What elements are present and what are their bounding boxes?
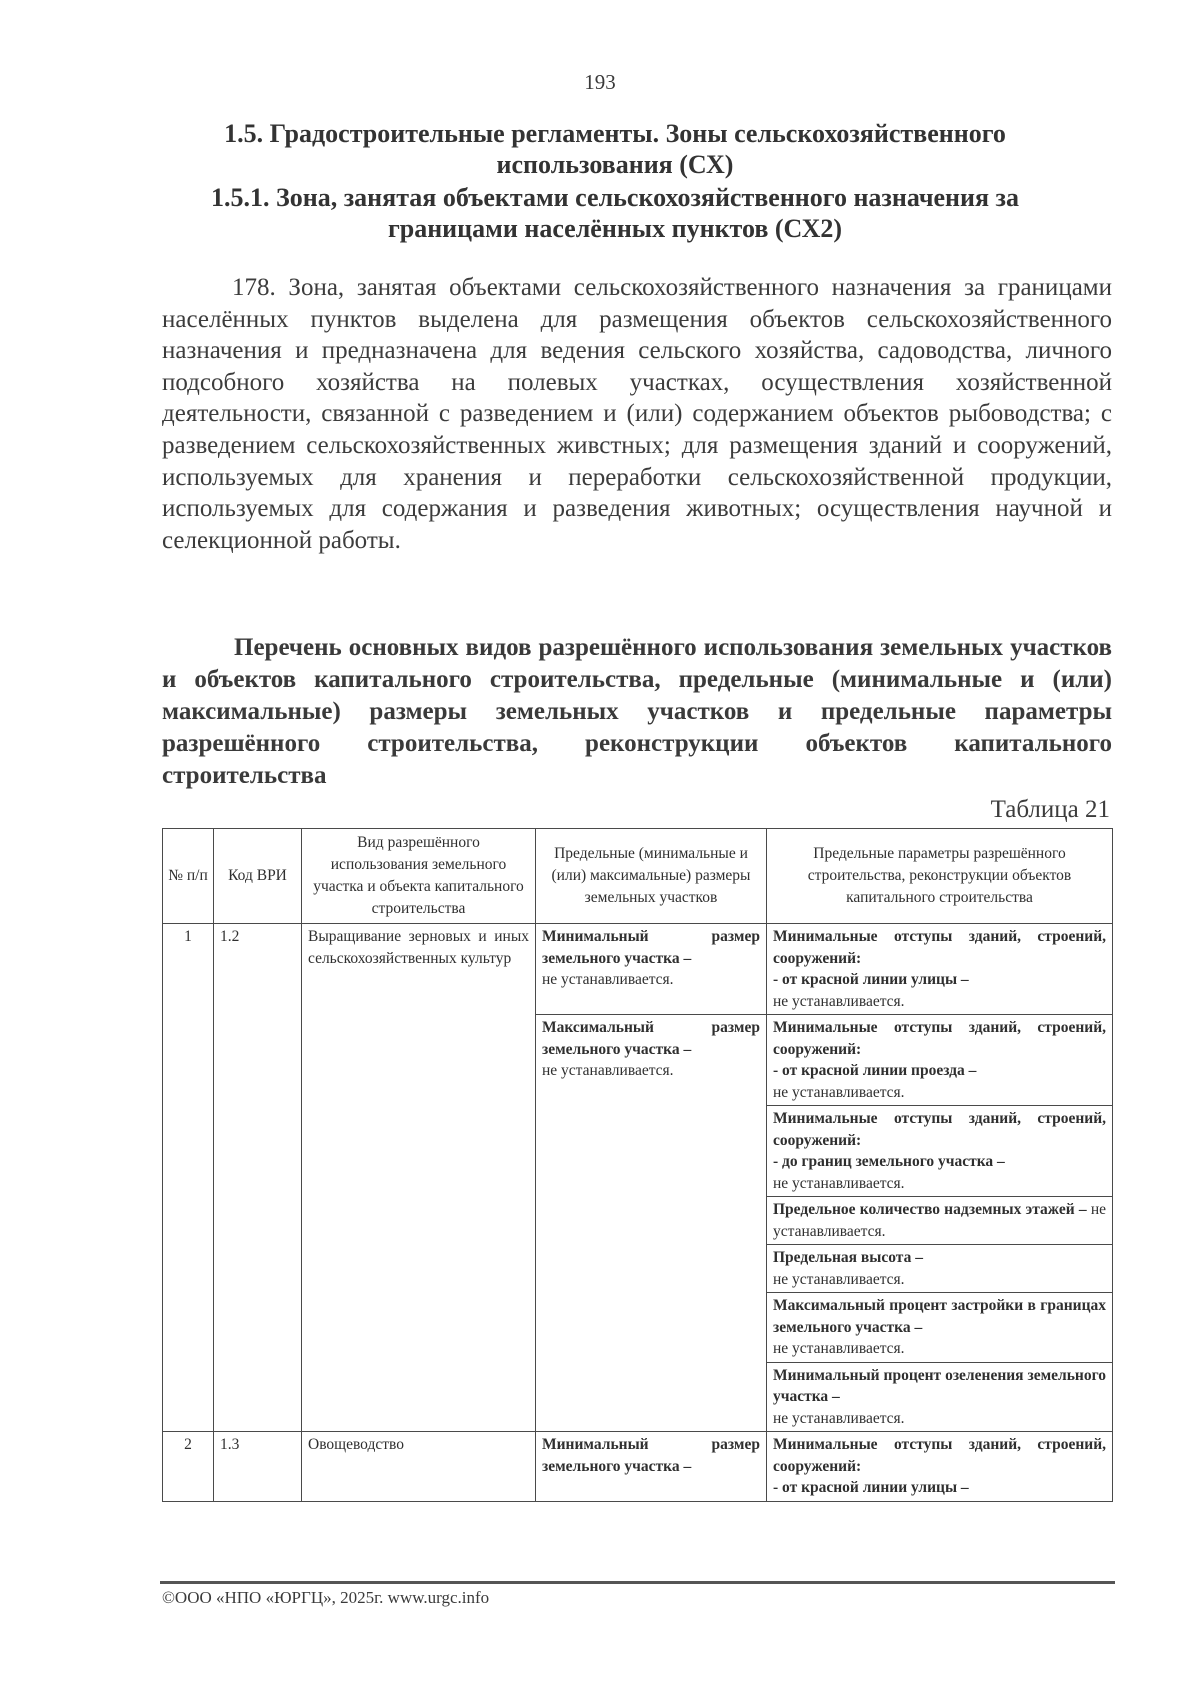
permitted-use-list-title — [162, 632, 1112, 792]
header-code: Код ВРИ — [214, 829, 302, 924]
min-size-value: не устанавливается. — [542, 971, 674, 988]
param-label: Минимальные отступы зданий, строений, сооружений: — [773, 928, 1106, 967]
min-size-cell — [536, 924, 767, 1015]
param-label: Минимальный процент озеленения земельного участка – — [773, 1366, 1106, 1405]
param-value: не устанавливается. — [773, 1201, 1107, 1240]
header-vri: Вид разрешённого использования земельного участка и объекта капитального строительства — [302, 829, 536, 924]
row-code: 1.2 — [214, 924, 302, 1432]
param-setback-driveway — [767, 1015, 1113, 1106]
param-label: Предельная высота – — [773, 1249, 923, 1266]
header-params: Предельные параметры разрешённого строительства, реконструкции объектов капитального строительства — [767, 829, 1113, 924]
param-line: - от красной линии улицы – — [773, 971, 969, 988]
param-label: Максимальный процент застройки в границах земельного участка – — [773, 1297, 1106, 1336]
param-line: - от красной линии проезда – — [773, 1062, 977, 1079]
table-row — [163, 924, 1113, 1015]
param-greening — [767, 1362, 1113, 1432]
page-number: 193 — [584, 70, 616, 94]
list-title-text: Перечень основных видов разрешённого использования земельных участков и объектов капитального строительства, предельные (минимальные и (или) максимальные) размеры земельных участков и предельные параметры разрешённого строительства, реконструкции объектов капитального строительства — [162, 634, 1112, 789]
table-row — [163, 1432, 1113, 1502]
footer-divider — [160, 1581, 1115, 1584]
zone-description-paragraph — [162, 272, 1112, 556]
param-value: не устанавливается. — [773, 1083, 905, 1101]
paragraph-text: 178. Зона, занятая объектами сельскохозяйственного назначения за границами населённых пунктов выделена для размещения объектов сельскохозяйственного назначения и предназначена для ведения сельского хозяйства, садоводства, личного подсобного хозяйства на полевых участках, осуществления хозяйственной деятельности, связанной с разведением и (или) содержанием объектов рыбоводства; с разведением сельскохозяйственных живстных; для размещения зданий и сооружений, используемых для хранения и переработки сельскохозяйственной продукции, используемых для содержания и разведения животных; осуществления научной и селекционной работы. — [162, 274, 1112, 554]
param-setback-street — [767, 924, 1113, 1015]
max-size-label: Максимальный размер земельного участка – — [542, 1019, 760, 1058]
min-size-cell — [536, 1432, 767, 1502]
row-code: 1.3 — [214, 1432, 302, 1502]
param-label: Предельное количество надземных этажей – — [773, 1201, 1087, 1218]
min-size-label: Минимальный размер земельного участка – — [542, 928, 760, 967]
param-setback-street — [767, 1432, 1113, 1502]
param-line: - от красной линии улицы – — [773, 1479, 969, 1496]
header-num: № п/п — [163, 829, 214, 924]
param-value: не устанавливается. — [773, 1340, 905, 1357]
param-value: не устанавливается. — [773, 1174, 905, 1192]
param-label: Минимальные отступы зданий, строений, сооружений: — [773, 1436, 1106, 1475]
section-heading: 1.5. Градостроительные регламенты. Зоны сельскохозяйственного использования (СХ) — [224, 119, 1006, 179]
param-value: не устанавливается. — [773, 1270, 905, 1288]
max-size-cell — [536, 1015, 767, 1432]
regulations-table — [162, 828, 1113, 1502]
param-line: - до границ земельного участка – — [773, 1153, 1005, 1170]
param-height — [767, 1245, 1113, 1293]
table-header-row — [163, 829, 1113, 924]
param-floors — [767, 1197, 1113, 1245]
row-num: 1 — [163, 924, 214, 1432]
row-vri: Выращивание зерновых и иных сельскохозяйственных культур — [302, 924, 536, 1432]
param-label: Минимальные отступы зданий, строений, сооружений: — [773, 1110, 1106, 1149]
row-vri: Овощеводство — [302, 1432, 536, 1502]
param-coverage — [767, 1293, 1113, 1363]
min-size-label: Минимальный размер земельного участка – — [542, 1436, 760, 1475]
param-value: не устанавливается. — [773, 992, 905, 1010]
param-value: не устанавливается. — [773, 1409, 905, 1427]
param-label: Минимальные отступы зданий, строений, сооружений: — [773, 1019, 1106, 1058]
table-caption: Таблица 21 — [990, 796, 1110, 823]
row-num: 2 — [163, 1432, 214, 1502]
footer-copyright: ©ООО «НПО «ЮРГЦ», 2025г. www.urgc.info — [162, 1588, 490, 1607]
param-setback-boundary — [767, 1106, 1113, 1197]
max-size-value: не устанавливается. — [542, 1062, 674, 1079]
header-size: Предельные (минимальные и (или) максимальные) размеры земельных участков — [536, 829, 767, 924]
subsection-heading: 1.5.1. Зона, занятая объектами сельскохозяйственного назначения за границами населённых пунктов (СХ2) — [211, 183, 1019, 243]
